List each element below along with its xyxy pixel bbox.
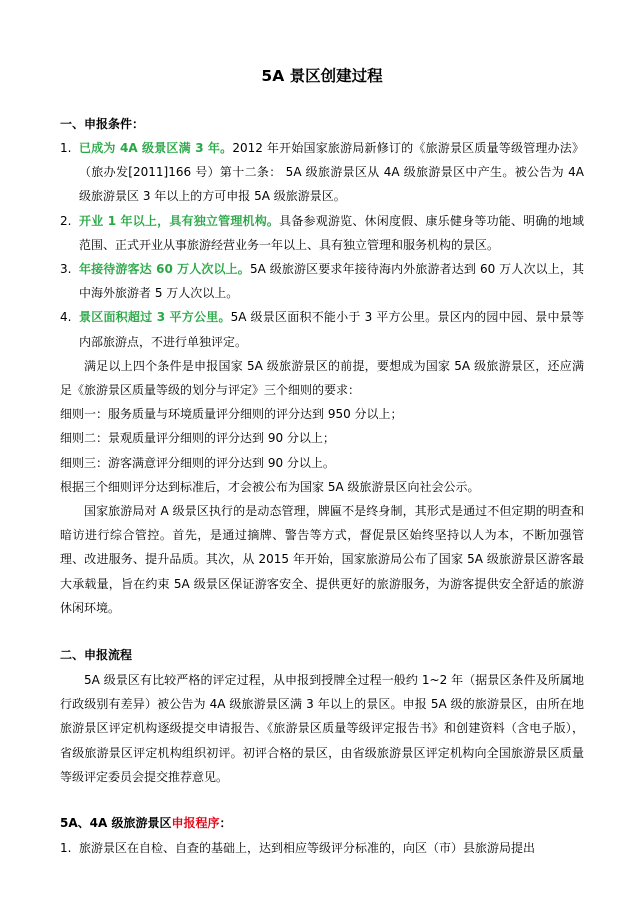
condition-highlight: 开业 1 年以上，具有独立管理机构。 <box>79 213 280 228</box>
condition-text: 2012 年开始国家旅游局新修订的《旅游景区质量等级管理办法》（旅办发[2011]166 号）第十二条： 5A 级旅游景区从 4A 级旅游景区中产生。被公告为 4A 级旅游景区 3 年以上的方可申报 5A 级旅游景区。 <box>79 141 585 204</box>
condition-text: 5A 级景区面积不能小于 3 平方公里。景区内的园中园、景中景等内部旅游点，不进行单独评定。 <box>79 310 584 349</box>
section-heading-application-conditions: 一、申报条件： <box>60 117 145 131</box>
condition-highlight: 年接待游客达 60 万人次以上。 <box>79 262 250 277</box>
list-number: 1. <box>60 841 72 856</box>
condition-item-1 <box>60 136 584 209</box>
procedure-text: 旅游景区在自检、自查的基础上，达到相应等级评分标准的，向区（市）县旅游局提出 <box>79 841 536 856</box>
condition-text: 具备参观游览、休闲度假、康乐健身等功能、明确的地域范围、正式开业从事旅游经营业务一年以上、具有独立管理和服务机构的景区。 <box>79 213 584 252</box>
list-number: 3. <box>60 262 72 277</box>
detail-rule-1: 细则一：服务质量与环境质量评分细则的评分达到 950 分以上； <box>60 407 403 422</box>
paragraph-dynamic-management: 国家旅游局对 A 级景区执行的是动态管理，牌匾不是终身制，其形式是通过不但定期的明查和暗访进行综合管控。首先，是通过摘牌、警告等方式，督促景区始终坚持以人为本，不断加强管理、改进服务、提升品质。其次，从 2015 年开始，国家旅游局公布了国家 5A 级旅游景区游客最大承载量，旨在约束 5A 级景区保证游客安全、提供更好的旅游服务，为游客提供安全舒适的旅游休闲环境。 <box>60 504 584 615</box>
procedure-item-1 <box>60 836 584 860</box>
section-heading-procedure <box>60 815 584 831</box>
heading-prefix: 5A、4A 级旅游景区 <box>60 816 172 831</box>
paragraph-publicity: 根据三个细则评分达到标准后，才会被公布为国家 5A 级旅游景区向社会公示。 <box>60 479 480 494</box>
list-number: 4. <box>60 310 72 325</box>
list-number: 2. <box>60 213 72 228</box>
heading-highlight: 申报程序 <box>171 816 220 831</box>
condition-highlight: 已成为 4A 级景区满 3 年。 <box>79 141 233 155</box>
condition-text: 5A 级旅游区要求年接待海内外旅游者达到 60 万人次以上，其中海外旅游者 5 万人次以上。 <box>79 262 584 301</box>
condition-item-3 <box>60 257 584 305</box>
condition-highlight: 景区面积超过 3 平方公里。 <box>79 310 231 325</box>
paragraph-intro: 满足以上四个条件是申报国家 5A 级旅游景区的前提，要想成为国家 5A 级旅游景区，还应满足《旅游景区质量等级的划分与评定》三个细则的要求： <box>60 358 584 398</box>
heading-suffix: ： <box>219 816 232 831</box>
page-title: 5A 景区创建过程 <box>261 67 383 85</box>
detail-rule-3: 细则三：游客满意评分细则的评分达到 90 分以上。 <box>60 455 335 470</box>
condition-item-2 <box>60 209 584 257</box>
condition-item-4 <box>60 305 584 353</box>
list-number: 1. <box>60 141 72 155</box>
section-heading-application-process: 二、申报流程 <box>60 648 133 663</box>
detail-rule-2: 细则二：景观质量评分细则的评分达到 90 分以上； <box>60 431 335 446</box>
paragraph-process: 5A 级景区有比较严格的评定过程，从申报到授牌全过程一般约 1~2 年（据景区条件及所属地行政级别有差异）被公告为 4A 级旅游景区满 3 年以上的景区。申报 5A 级的旅游景区，由所在地旅游景区评定机构逐级提交申请报告、《旅游景区质量等级评定报告书》和创建资料（含电子版），省级旅游景区评定机构组织初评。初评合格的景区，由省级旅游景区评定机构向全国旅游景区质量等级评定委员会提交推荐意见。 <box>60 673 584 784</box>
